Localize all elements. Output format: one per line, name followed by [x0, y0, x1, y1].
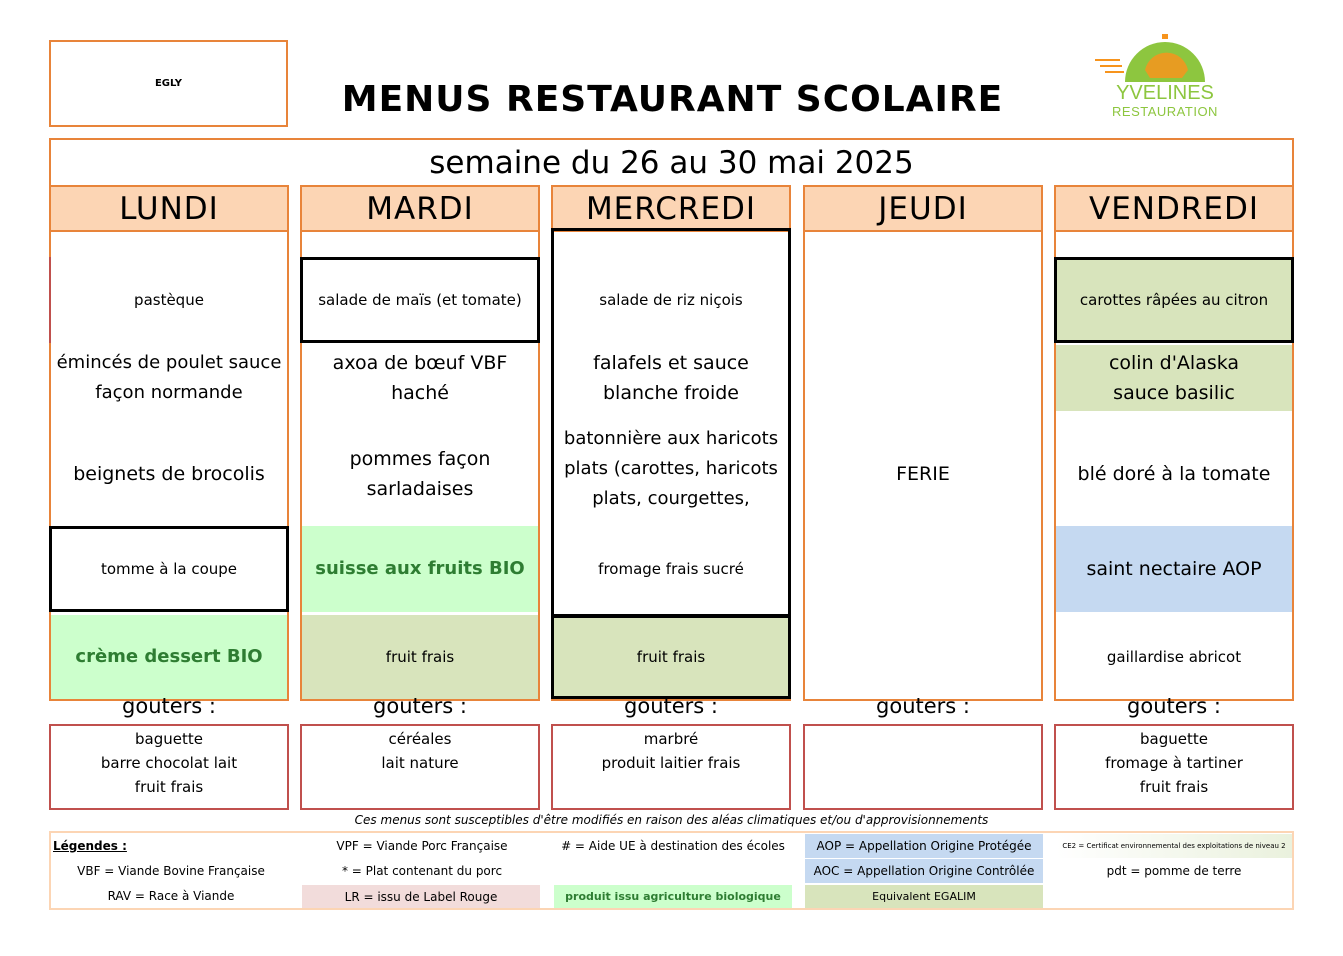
legend	[49, 831, 1294, 910]
legend-title: Légendes :	[53, 839, 127, 853]
gouter-item: fruit frais	[134, 778, 204, 796]
gouter-item: lait nature	[381, 754, 459, 772]
garniture-mercredi: batonnière aux haricots plats (carottes, haricots plats, courgettes,	[563, 428, 779, 509]
garniture-lundi: beignets de brocolis	[73, 463, 265, 485]
page-title: MENUS RESTAURANT SCOLAIRE	[341, 78, 1004, 120]
gouter-label-jeudi: gouters :	[876, 694, 970, 718]
gouter-item: fruit frais	[1139, 778, 1209, 796]
day-header-lundi: LUNDI	[51, 185, 287, 232]
legend-label-rouge: LR = issu de Label Rouge	[302, 885, 540, 908]
plat-vendredi: colin d'Alaska sauce basilic	[1056, 345, 1292, 411]
gouter-item: produit laitier frais	[601, 754, 741, 772]
day-header-mardi: MARDI	[302, 185, 538, 232]
dessert-mercredi: fruit frais	[551, 615, 791, 699]
plat-lundi: émincés de poulet sauce façon normande	[56, 352, 282, 403]
legend-aoc: AOC = Appellation Origine Contrôlée	[805, 859, 1043, 883]
gouter-item: baguette	[1140, 730, 1208, 748]
logo-text-yvelines: YVELINES	[1116, 81, 1214, 104]
week-title: semaine du 26 au 30 mai 2025	[49, 138, 1294, 186]
day-column-jeudi	[803, 185, 1043, 701]
entree-mercredi: salade de riz niçois	[599, 291, 743, 309]
gouter-label-mardi: gouters :	[373, 694, 467, 718]
gouter-label-mercredi: gouters :	[624, 694, 718, 718]
gouter-box-vendredi	[1054, 724, 1294, 810]
school-name: EGLY	[154, 78, 183, 89]
day-header-vendredi: VENDREDI	[1056, 185, 1292, 232]
plat-mercredi: falafels et sauce blanche froide	[593, 352, 749, 404]
gouter-box-mercredi	[551, 724, 791, 810]
laitage-vendredi: saint nectaire AOP	[1056, 526, 1292, 612]
day-column-mardi	[300, 185, 540, 701]
day-column-lundi	[49, 185, 289, 701]
day-header-mercredi: MERCREDI	[553, 185, 789, 232]
garniture-mardi: pommes façon sarladaises	[349, 448, 491, 500]
legend-ce2: CE2 = Certificat environnemental des exploitations de niveau 2	[1056, 834, 1292, 858]
logo-text-restauration: RESTAURATION	[1112, 103, 1218, 119]
entree-mardi: salade de maïs (et tomate)	[300, 257, 540, 343]
entree-lundi: pastèque	[134, 291, 204, 309]
legend-rav: RAV = Race à Viande	[107, 889, 235, 903]
plat-mardi: axoa de bœuf VBF haché	[332, 352, 508, 404]
gouter-item: barre chocolat lait	[100, 754, 238, 772]
gouter-item: fromage à tartiner	[1105, 754, 1243, 772]
gouter-item: baguette	[135, 730, 203, 748]
laitage-mardi: suisse aux fruits BIO	[302, 526, 538, 612]
legend-aop: AOP = Appellation Origine Protégée	[805, 834, 1043, 858]
day-column-vendredi	[1054, 185, 1294, 701]
legend-vpf: VPF = Viande Porc Française	[336, 839, 508, 853]
day-column-mercredi	[551, 185, 791, 701]
gouter-label-vendredi: gouters :	[1127, 694, 1221, 718]
laitage-mercredi: fromage frais sucré	[598, 560, 744, 578]
disclaimer: Ces menus sont susceptibles d'être modifiés en raison des aléas climatiques et/ou d'approvisionnements	[354, 813, 989, 827]
legend-porc: * = Plat contenant du porc	[341, 864, 503, 878]
gouter-item: céréales	[388, 730, 452, 748]
dessert-vendredi: gaillardise abricot	[1106, 648, 1242, 666]
ferie-label: FERIE	[896, 463, 950, 485]
gouter-box-jeudi	[803, 724, 1043, 810]
legend-vbf: VBF = Viande Bovine Française	[77, 864, 265, 878]
legend-aide-ue: # = Aide UE à destination des écoles	[561, 839, 785, 853]
day-header-jeudi: JEUDI	[805, 185, 1041, 232]
gouter-box-lundi	[49, 724, 289, 810]
school-name-box	[49, 40, 288, 127]
entree-vendredi: carottes râpées au citron	[1054, 257, 1294, 343]
gouter-label-lundi: gouters :	[122, 694, 216, 718]
gouter-box-mardi	[300, 724, 540, 810]
legend-egalim: Equivalent EGALIM	[805, 885, 1043, 908]
laitage-lundi: tomme à la coupe	[49, 526, 289, 612]
garniture-vendredi: blé doré à la tomate	[1077, 463, 1271, 485]
dessert-mardi: fruit frais	[302, 615, 538, 699]
legend-bio: produit issu agriculture biologique	[554, 885, 792, 908]
dessert-lundi: crème dessert BIO	[51, 615, 287, 699]
gouter-item: marbré	[643, 730, 699, 748]
legend-pdt: pdt = pomme de terre	[1106, 864, 1242, 878]
